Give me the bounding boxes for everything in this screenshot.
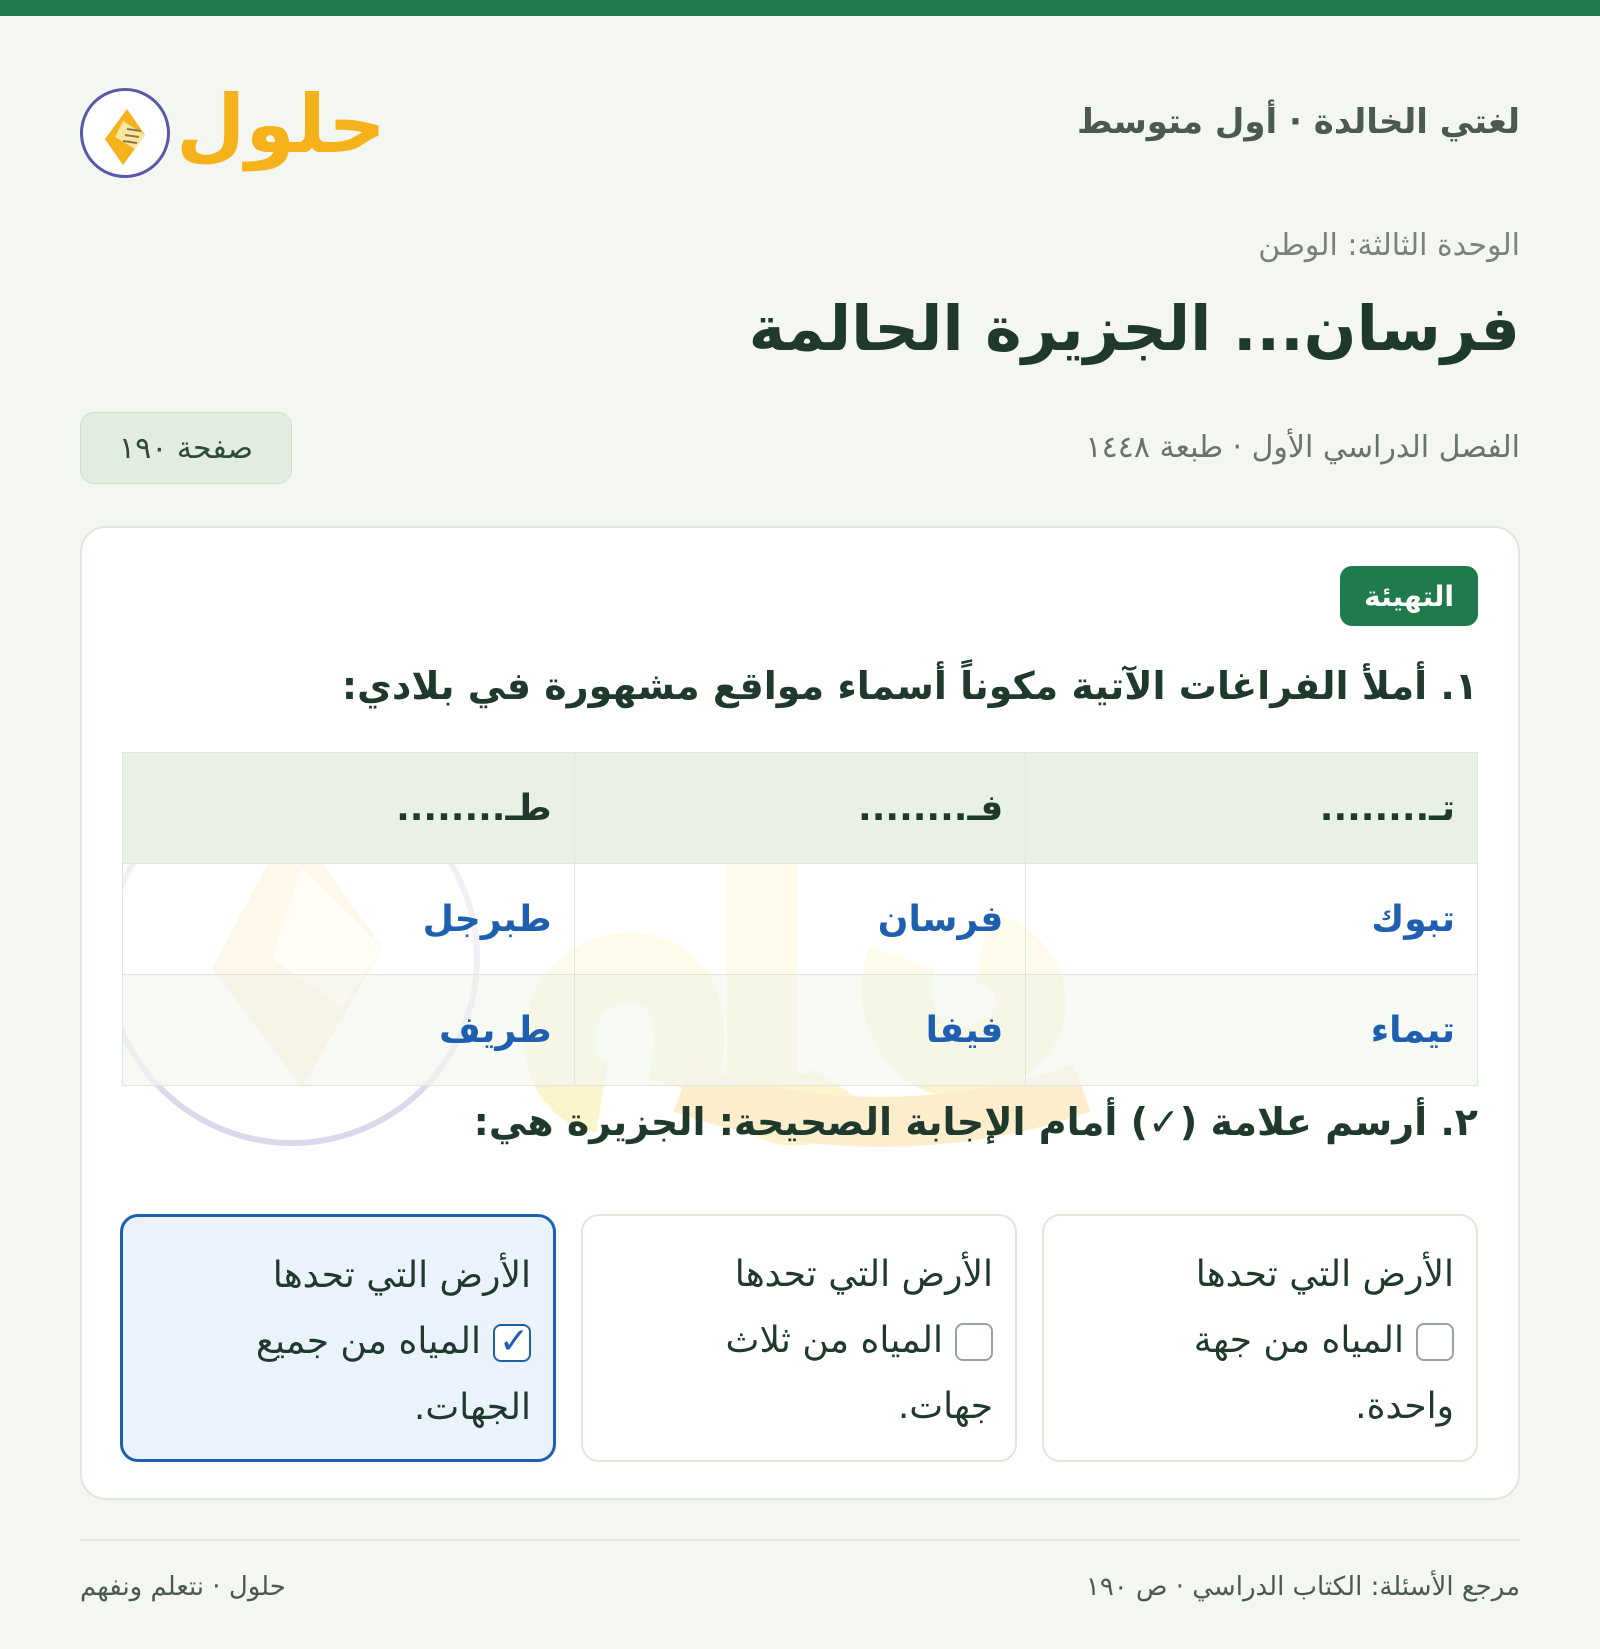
- table-header: فـ........: [574, 753, 1026, 864]
- table-header: طـ........: [123, 753, 575, 864]
- hulul-logo[interactable]: [80, 70, 386, 180]
- option-three-sides[interactable]: [581, 1214, 1017, 1462]
- option-text: واحدة.: [1355, 1386, 1454, 1427]
- option-text: المياه من ثلاث: [725, 1320, 943, 1361]
- question-2: ٢. أرسم علامة (✓) أمام الإجابة الصحيحة: الجزيرة هي:: [473, 1100, 1478, 1144]
- option-text: المياه من جهة: [1193, 1320, 1404, 1361]
- table-header: تـ........: [1026, 753, 1478, 864]
- footer-reference: مرجع الأسئلة: الكتاب الدراسي · ص ١٩٠: [1085, 1572, 1520, 1602]
- answer-cell: فرسان: [574, 864, 1026, 975]
- answer-cell: تبوك: [1026, 864, 1478, 975]
- checkmark-icon: ✓: [499, 1321, 530, 1362]
- footer-brand: حلول · نتعلم ونفهم: [80, 1572, 286, 1602]
- option-one-side[interactable]: [1042, 1214, 1478, 1462]
- table-row: [123, 975, 1478, 1086]
- fill-blanks-table: [122, 752, 1478, 1086]
- page-header: [80, 70, 1520, 180]
- table-row: [123, 864, 1478, 975]
- exercise-card: [80, 526, 1520, 1500]
- option-text: الأرض التي تحدها: [272, 1255, 531, 1296]
- option-text: جهات.: [897, 1386, 993, 1427]
- section-tag: التهيئة: [1340, 566, 1478, 626]
- lesson-title: فرسان... الجزيرة الحالمة: [748, 292, 1520, 365]
- option-checkbox[interactable]: [955, 1323, 993, 1361]
- book-icon: [80, 88, 170, 178]
- option-text: المياه من جميع: [255, 1321, 481, 1362]
- answer-cell: فيفا: [574, 975, 1026, 1086]
- option-checkbox[interactable]: [493, 1321, 531, 1362]
- top-accent-bar: [0, 0, 1600, 16]
- semester-label: الفصل الدراسي الأول · طبعة ١٤٤٨: [1085, 430, 1520, 465]
- answer-cell: تيماء: [1026, 975, 1478, 1086]
- option-all-sides[interactable]: [120, 1214, 556, 1462]
- answer-options: [120, 1214, 1478, 1462]
- answer-cell: طبرجل: [123, 864, 575, 975]
- page-badge: صفحة ١٩٠: [80, 412, 292, 484]
- option-checkbox[interactable]: [1416, 1323, 1454, 1361]
- option-text: الأرض التي تحدها: [734, 1254, 993, 1295]
- subject-title: لغتي الخالدة · أول متوسط: [1076, 102, 1520, 142]
- unit-label: الوحدة الثالثة: الوطن: [1258, 228, 1520, 263]
- answer-cell: طريف: [123, 975, 575, 1086]
- option-text: الجهات.: [413, 1387, 531, 1428]
- question-1: ١. أملأ الفراغات الآتية مكوناً أسماء مواقع مشهورة في بلادي:: [341, 664, 1478, 708]
- option-text: الأرض التي تحدها: [1195, 1254, 1454, 1295]
- footer-divider: [80, 1539, 1520, 1541]
- logo-wordmark: حلول: [176, 78, 386, 171]
